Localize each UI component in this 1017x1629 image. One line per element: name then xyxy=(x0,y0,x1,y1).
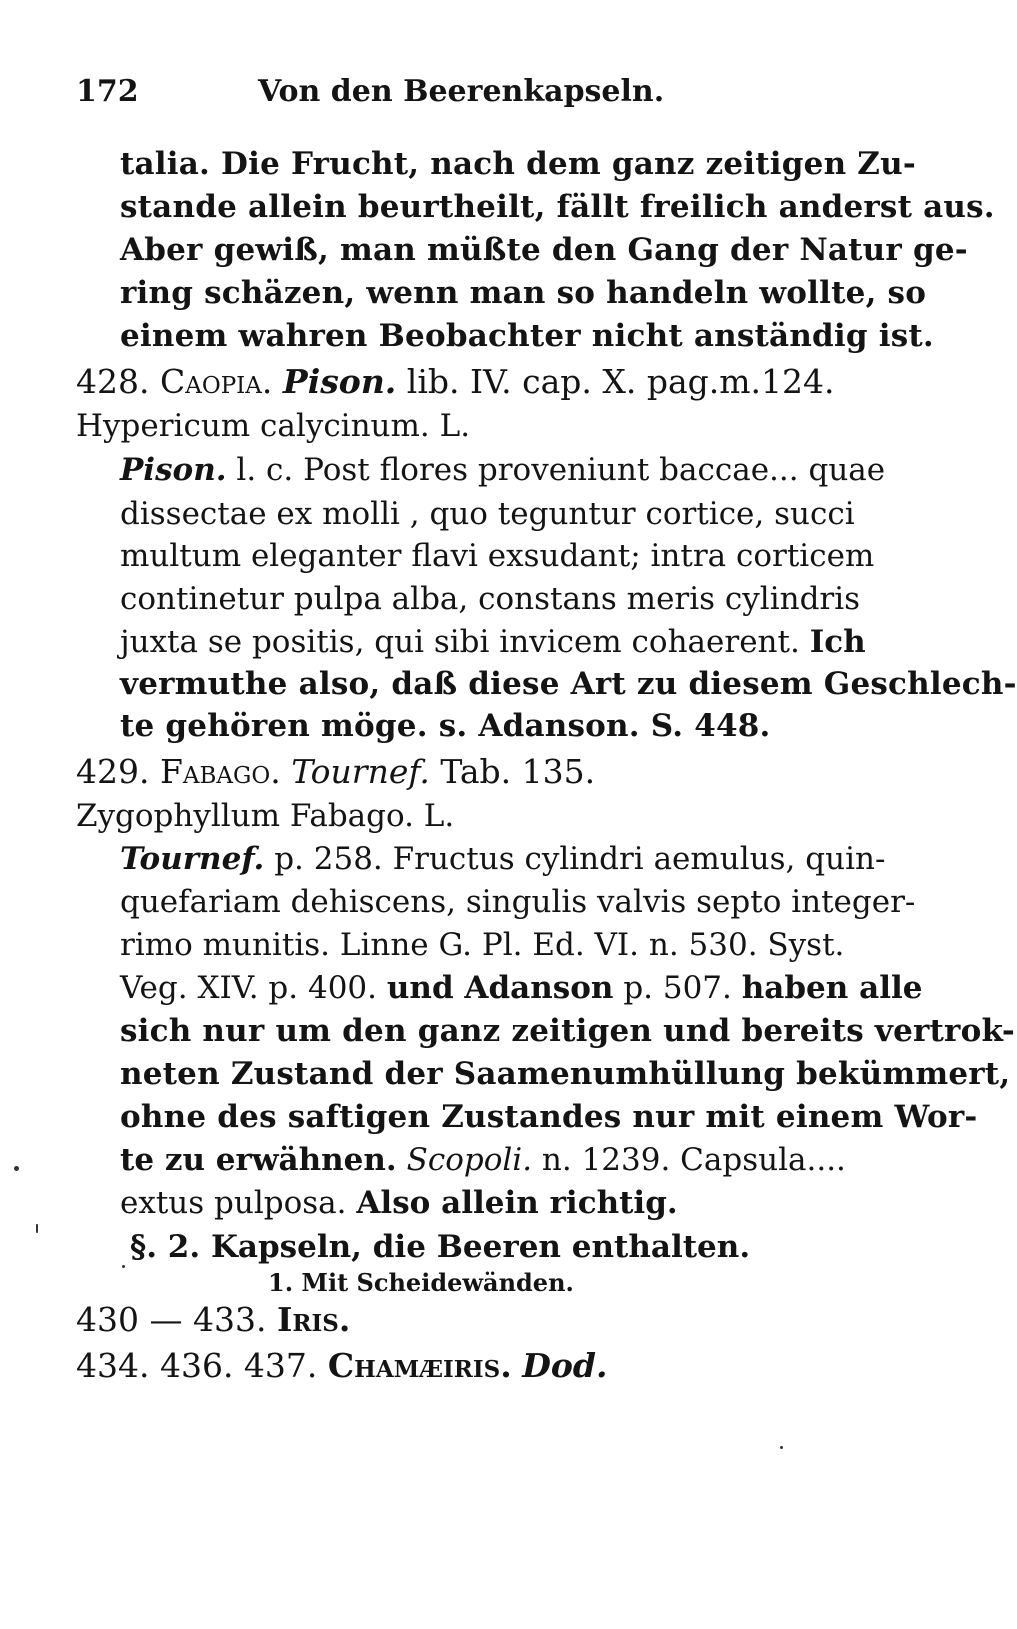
text-line: multum eleganter flavi exsudant; intra corticem xyxy=(120,538,875,574)
text-span: p. 507. xyxy=(623,970,732,1006)
paper-speck xyxy=(14,1166,19,1171)
author-name: Pison. xyxy=(120,452,227,488)
section-number: §. 2. xyxy=(130,1229,201,1265)
text-line xyxy=(120,970,922,1006)
paper-speck xyxy=(36,1224,38,1233)
text-line: sich nur um den ganz zeitigen und bereits vertrok- xyxy=(120,1013,1015,1049)
text-line xyxy=(120,624,866,660)
text-line: neten Zustand der Saamenumhüllung bekümmert, xyxy=(120,1056,1011,1092)
text-line: stande allein beurtheilt, fällt freilich anderst aus. xyxy=(120,189,995,225)
author-name: Pison. xyxy=(282,362,397,401)
species-name: Zygophyllum Fabago. L. xyxy=(76,798,455,834)
running-title: Von den Beerenkapseln. xyxy=(258,74,665,109)
author-name: Tournef. xyxy=(291,752,430,791)
entry-reference: lib. IV. cap. X. pag.m.124. xyxy=(406,362,835,401)
author-name: Dod. xyxy=(522,1346,608,1385)
text-span: l. c. Post flores proveniunt baccae... quae xyxy=(236,452,886,488)
text-line: te gehören möge. s. Adanson. S. 448. xyxy=(120,708,771,744)
species-name: Hypericum calycinum. L. xyxy=(76,408,471,444)
section-title: Kapseln, die Beeren enthalten. xyxy=(210,1229,751,1265)
text-line: talia. Die Frucht, nach dem ganz zeitigen Zu- xyxy=(120,146,916,182)
text-line: dissectae ex molli , quo teguntur cortice, succi xyxy=(120,496,855,532)
text-line: einem wahren Beobachter nicht anständig ist. xyxy=(120,318,934,354)
section-heading xyxy=(130,1229,750,1265)
text-span: Ich xyxy=(809,624,866,660)
text-span: extus pulposa. xyxy=(120,1185,347,1221)
text-line xyxy=(120,1142,846,1178)
text-line xyxy=(120,452,885,488)
author-name: Tournef. xyxy=(120,841,265,877)
entry-number: 429. xyxy=(76,752,150,791)
entry-428 xyxy=(76,362,835,401)
entry-reference: Tab. 135. xyxy=(440,752,596,791)
text-span: te zu erwähnen. xyxy=(120,1142,397,1178)
genus-name: Fabago. xyxy=(159,752,281,791)
genus-name: Caopia. xyxy=(159,362,273,401)
paper-speck xyxy=(780,1446,783,1449)
page-number: 172 xyxy=(76,74,139,109)
text-span: und Adanson xyxy=(386,970,614,1006)
genus-name: Iris. xyxy=(276,1300,351,1339)
genus-name: Chamæiris. xyxy=(327,1346,512,1385)
text-line xyxy=(120,841,885,877)
text-line: Aber gewiß, man müßte den Gang der Natur ge- xyxy=(120,232,968,268)
subsection-heading: 1. Mit Scheidewänden. xyxy=(268,1268,574,1297)
text-line: vermuthe also, daß diese Art zu diesem Geschlech- xyxy=(120,666,1017,702)
text-line xyxy=(120,1185,678,1221)
text-span: juxta se positis, qui sibi invicem cohaerent. xyxy=(120,624,800,660)
entry-number: 430 — 433. xyxy=(76,1300,267,1339)
entry-429 xyxy=(76,752,595,791)
paper-speck xyxy=(122,1265,125,1268)
text-line: continetur pulpa alba, constans meris cylindris xyxy=(120,581,861,617)
text-line: ring schäzen, wenn man so handeln wollte, so xyxy=(120,275,927,311)
text-span: p. 258. Fructus cylindri aemulus, quin- xyxy=(274,841,886,877)
entry-434 xyxy=(76,1346,607,1385)
author-name: Scopoli. xyxy=(406,1142,533,1178)
entry-number: 428. xyxy=(76,362,150,401)
text-line: rimo munitis. Linne G. Pl. Ed. VI. n. 530. Syst. xyxy=(120,927,845,963)
entry-number: 434. 436. 437. xyxy=(76,1346,318,1385)
text-span: Veg. XIV. p. 400. xyxy=(120,970,378,1006)
text-line: quefariam dehiscens, singulis valvis septo integer- xyxy=(120,884,916,920)
entry-430 xyxy=(76,1300,350,1339)
text-span: Also allein richtig. xyxy=(356,1185,678,1221)
text-span: haben alle xyxy=(741,970,923,1006)
text-span: n. 1239. Capsula.... xyxy=(541,1142,846,1178)
text-line: ohne des saftigen Zustandes nur mit einem Wor- xyxy=(120,1099,978,1135)
